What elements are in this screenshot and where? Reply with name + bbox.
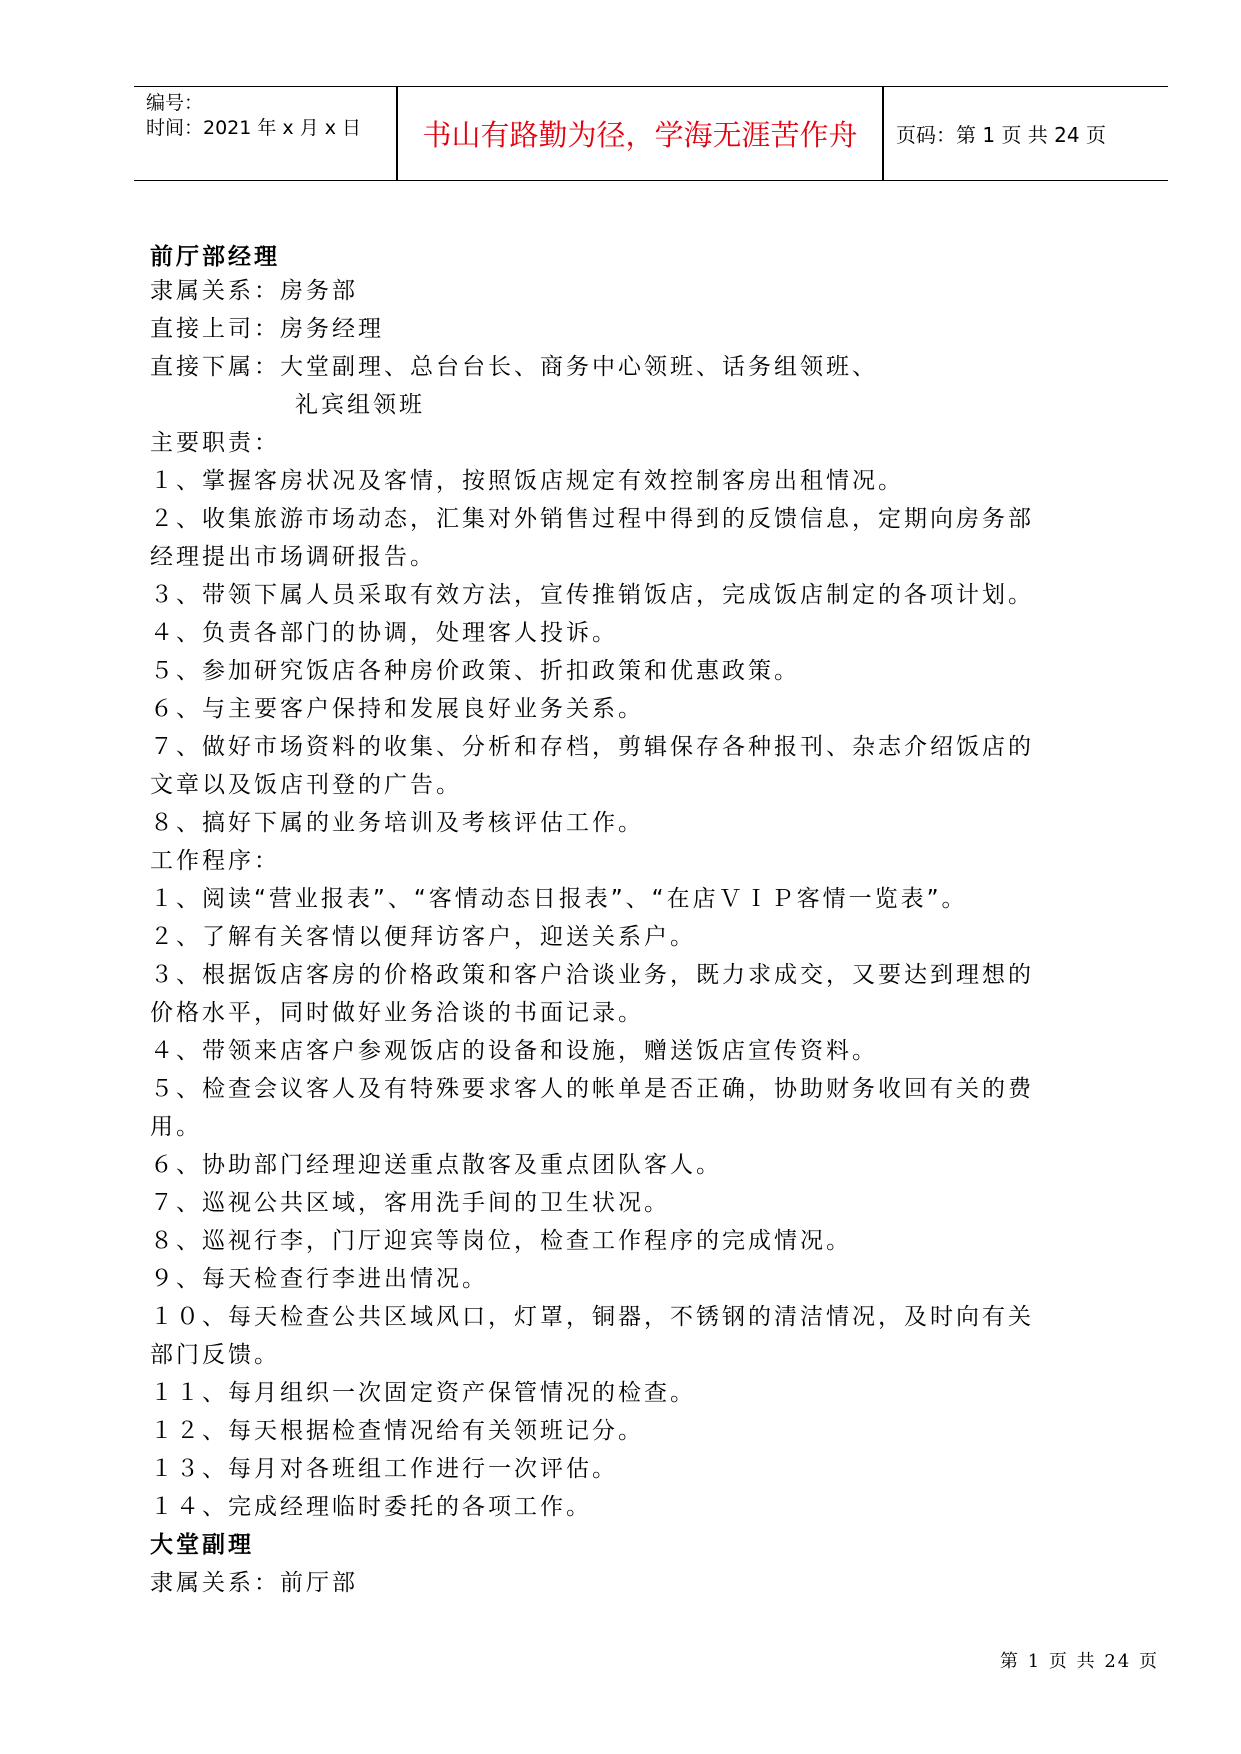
list-item: ６、与主要客户保持和发展良好业务关系。 (150, 696, 644, 722)
list-item-continuation: 文章以及饭店刊登的广告。 (150, 772, 462, 798)
list-item: １３、每月对各班组工作进行一次评估。 (150, 1456, 618, 1482)
list-item: ４、带领来店客户参观饭店的设备和设施，赠送饭店宣传资料。 (150, 1038, 878, 1064)
text-line: 隶属关系：前厅部 (150, 1570, 358, 1596)
list-item: ２、了解有关客情以便拜访客户，迎送关系户。 (150, 924, 696, 950)
subsection-heading: 工作程序： (150, 848, 280, 874)
header-motto: 书山有路勤为径，学海无涯苦作舟 (422, 118, 858, 152)
list-item: １２、每天根据检查情况给有关领班记分。 (150, 1418, 644, 1444)
header-page-info: 页码：第 1 页 共 24 页 (896, 123, 1106, 147)
list-item: １、掌握客房状况及客情，按照饭店规定有效控制客房出租情况。 (150, 468, 904, 494)
list-item: ６、协助部门经理迎送重点散客及重点团队客人。 (150, 1152, 722, 1178)
list-item: ８、巡视行李，门厅迎宾等岗位，检查工作程序的完成情况。 (150, 1228, 852, 1254)
text-line: 直接上司：房务经理 (150, 316, 384, 342)
list-item-continuation: 价格水平，同时做好业务洽谈的书面记录。 (150, 1000, 644, 1026)
text-line: 隶属关系：房务部 (150, 278, 358, 304)
list-item: １４、完成经理临时委托的各项工作。 (150, 1494, 592, 1520)
list-item: ３、带领下属人员采取有效方法，宣传推销饭店，完成饭店制定的各项计划。 (150, 582, 1034, 608)
list-item: １、阅读“营业报表”、“客情动态日报表”、“在店ＶＩＰ客情一览表”。 (150, 886, 968, 912)
text-line: 礼宾组领班 (295, 392, 425, 418)
list-item-continuation: 经理提出市场调研报告。 (150, 544, 436, 570)
list-item-continuation: 用。 (150, 1114, 202, 1140)
list-item: ７、做好市场资料的收集、分析和存档，剪辑保存各种报刊、杂志介绍饭店的 (150, 734, 1034, 760)
section-title: 大堂副理 (150, 1532, 254, 1558)
list-item: ７、巡视公共区域，客用洗手间的卫生状况。 (150, 1190, 670, 1216)
subsection-heading: 主要职责： (150, 430, 280, 456)
list-item: １０、每天检查公共区域风口，灯罩，铜器，不锈钢的清洁情况，及时向有关 (150, 1304, 1034, 1330)
list-item: １１、每月组织一次固定资产保管情况的检查。 (150, 1380, 696, 1406)
time-label: 时间：2021 年 x 月 x 日 (146, 117, 362, 139)
page-footer: 第 1 页 共 24 页 (1000, 1651, 1159, 1672)
list-item: ３、根据饭店客房的价格政策和客户洽谈业务，既力求成交，又要达到理想的 (150, 962, 1034, 988)
number-label: 编号： (146, 92, 204, 114)
header-meta (146, 87, 396, 180)
page-header (134, 86, 1168, 181)
header-divider (882, 87, 884, 180)
list-item-continuation: 部门反馈。 (150, 1342, 280, 1368)
list-item: ４、负责各部门的协调，处理客人投诉。 (150, 620, 618, 646)
list-item: ９、每天检查行李进出情况。 (150, 1266, 488, 1292)
list-item: ８、搞好下属的业务培训及考核评估工作。 (150, 810, 644, 836)
list-item: ５、参加研究饭店各种房价政策、折扣政策和优惠政策。 (150, 658, 800, 684)
text-line: 直接下属：大堂副理、总台台长、商务中心领班、话务组领班、 (150, 354, 878, 380)
section-title: 前厅部经理 (150, 244, 280, 270)
list-item: ５、检查会议客人及有特殊要求客人的帐单是否正确，协助财务收回有关的费 (150, 1076, 1034, 1102)
list-item: ２、收集旅游市场动态，汇集对外销售过程中得到的反馈信息，定期向房务部 (150, 506, 1034, 532)
